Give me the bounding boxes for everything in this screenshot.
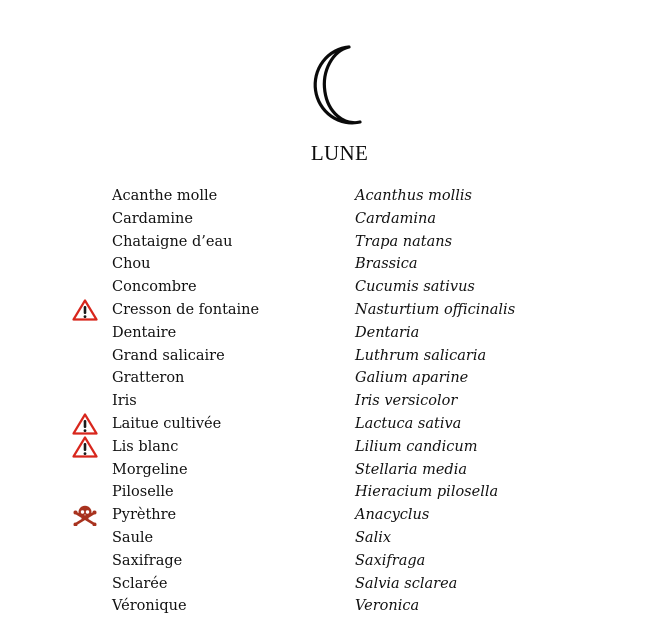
plant-common-name: Cresson de fontaine	[112, 301, 260, 318]
plant-common-name: Concombre	[112, 279, 197, 296]
plant-latin-name: Galium aparine	[355, 370, 469, 387]
warning-triangle-icon	[72, 436, 98, 458]
plant-row	[0, 367, 661, 390]
plant-row	[0, 299, 661, 322]
plant-latin-name: Trapa natans	[355, 233, 453, 250]
plant-row	[0, 276, 661, 299]
plant-common-name: Pyrèthre	[112, 507, 177, 524]
skull-crossbones-icon	[72, 504, 98, 526]
plant-latin-name: Iris versicolor	[355, 393, 458, 410]
page-title: LUNE	[310, 141, 369, 165]
plant-common-name: Morgeline	[112, 461, 188, 478]
plant-common-name: Piloselle	[112, 484, 174, 501]
plant-row	[0, 185, 661, 208]
plant-row	[0, 413, 661, 436]
plant-row	[0, 231, 661, 254]
plant-row	[0, 550, 661, 573]
plant-common-name: Sclarée	[112, 575, 168, 592]
plant-latin-name: Hieracium pilosella	[355, 484, 499, 501]
plant-row	[0, 208, 661, 231]
plant-latin-name: Saxifraga	[355, 552, 426, 569]
plant-row	[0, 345, 661, 368]
crescent-moon-icon	[302, 44, 370, 126]
plant-latin-name: Lactuca sativa	[355, 415, 462, 432]
plant-row	[0, 573, 661, 596]
plant-latin-name: Acanthus mollis	[355, 188, 472, 204]
plant-list	[0, 185, 661, 618]
plant-common-name: Acanthe molle	[112, 188, 218, 204]
plant-common-name: Saule	[112, 529, 154, 546]
warning-triangle-icon	[72, 413, 98, 435]
plant-row	[0, 527, 661, 550]
plant-latin-name: Brassica	[355, 256, 418, 273]
plant-latin-name: Cardamina	[355, 210, 436, 227]
plant-common-name: Grand salicaire	[112, 347, 225, 364]
warning-triangle-icon	[72, 299, 98, 321]
plant-common-name: Gratteron	[112, 370, 185, 387]
plant-latin-name: Luthrum salicaria	[355, 347, 487, 364]
plant-common-name: Laitue cultivée	[112, 415, 222, 432]
plant-row	[0, 390, 661, 413]
plant-common-name: Iris	[112, 393, 137, 410]
plant-latin-name: Salvia sclarea	[355, 575, 458, 592]
plant-latin-name: Salix	[355, 529, 392, 546]
plant-common-name: Cardamine	[112, 210, 193, 227]
plant-common-name: Dentaire	[112, 324, 177, 341]
plant-latin-name: Anacyclus	[355, 507, 430, 524]
plant-latin-name: Dentaria	[355, 324, 420, 341]
plant-latin-name: Lilium candicum	[355, 438, 478, 455]
plant-common-name: Chou	[112, 256, 151, 273]
plant-row	[0, 253, 661, 276]
plant-row	[0, 481, 661, 504]
plant-row	[0, 459, 661, 482]
plant-common-name: Lis blanc	[112, 438, 179, 455]
plant-latin-name: Nasturtium officinalis	[355, 301, 516, 318]
plant-latin-name: Stellaria media	[355, 461, 467, 478]
plant-latin-name: Cucumis sativus	[355, 279, 475, 296]
plant-row	[0, 322, 661, 345]
plant-common-name: Véronique	[112, 598, 187, 615]
plant-common-name: Chataigne d’eau	[112, 233, 233, 250]
plant-row	[0, 504, 661, 527]
plant-latin-name: Veronica	[355, 598, 420, 615]
plant-common-name: Saxifrage	[112, 552, 183, 569]
plant-row	[0, 436, 661, 459]
plant-row	[0, 595, 661, 618]
